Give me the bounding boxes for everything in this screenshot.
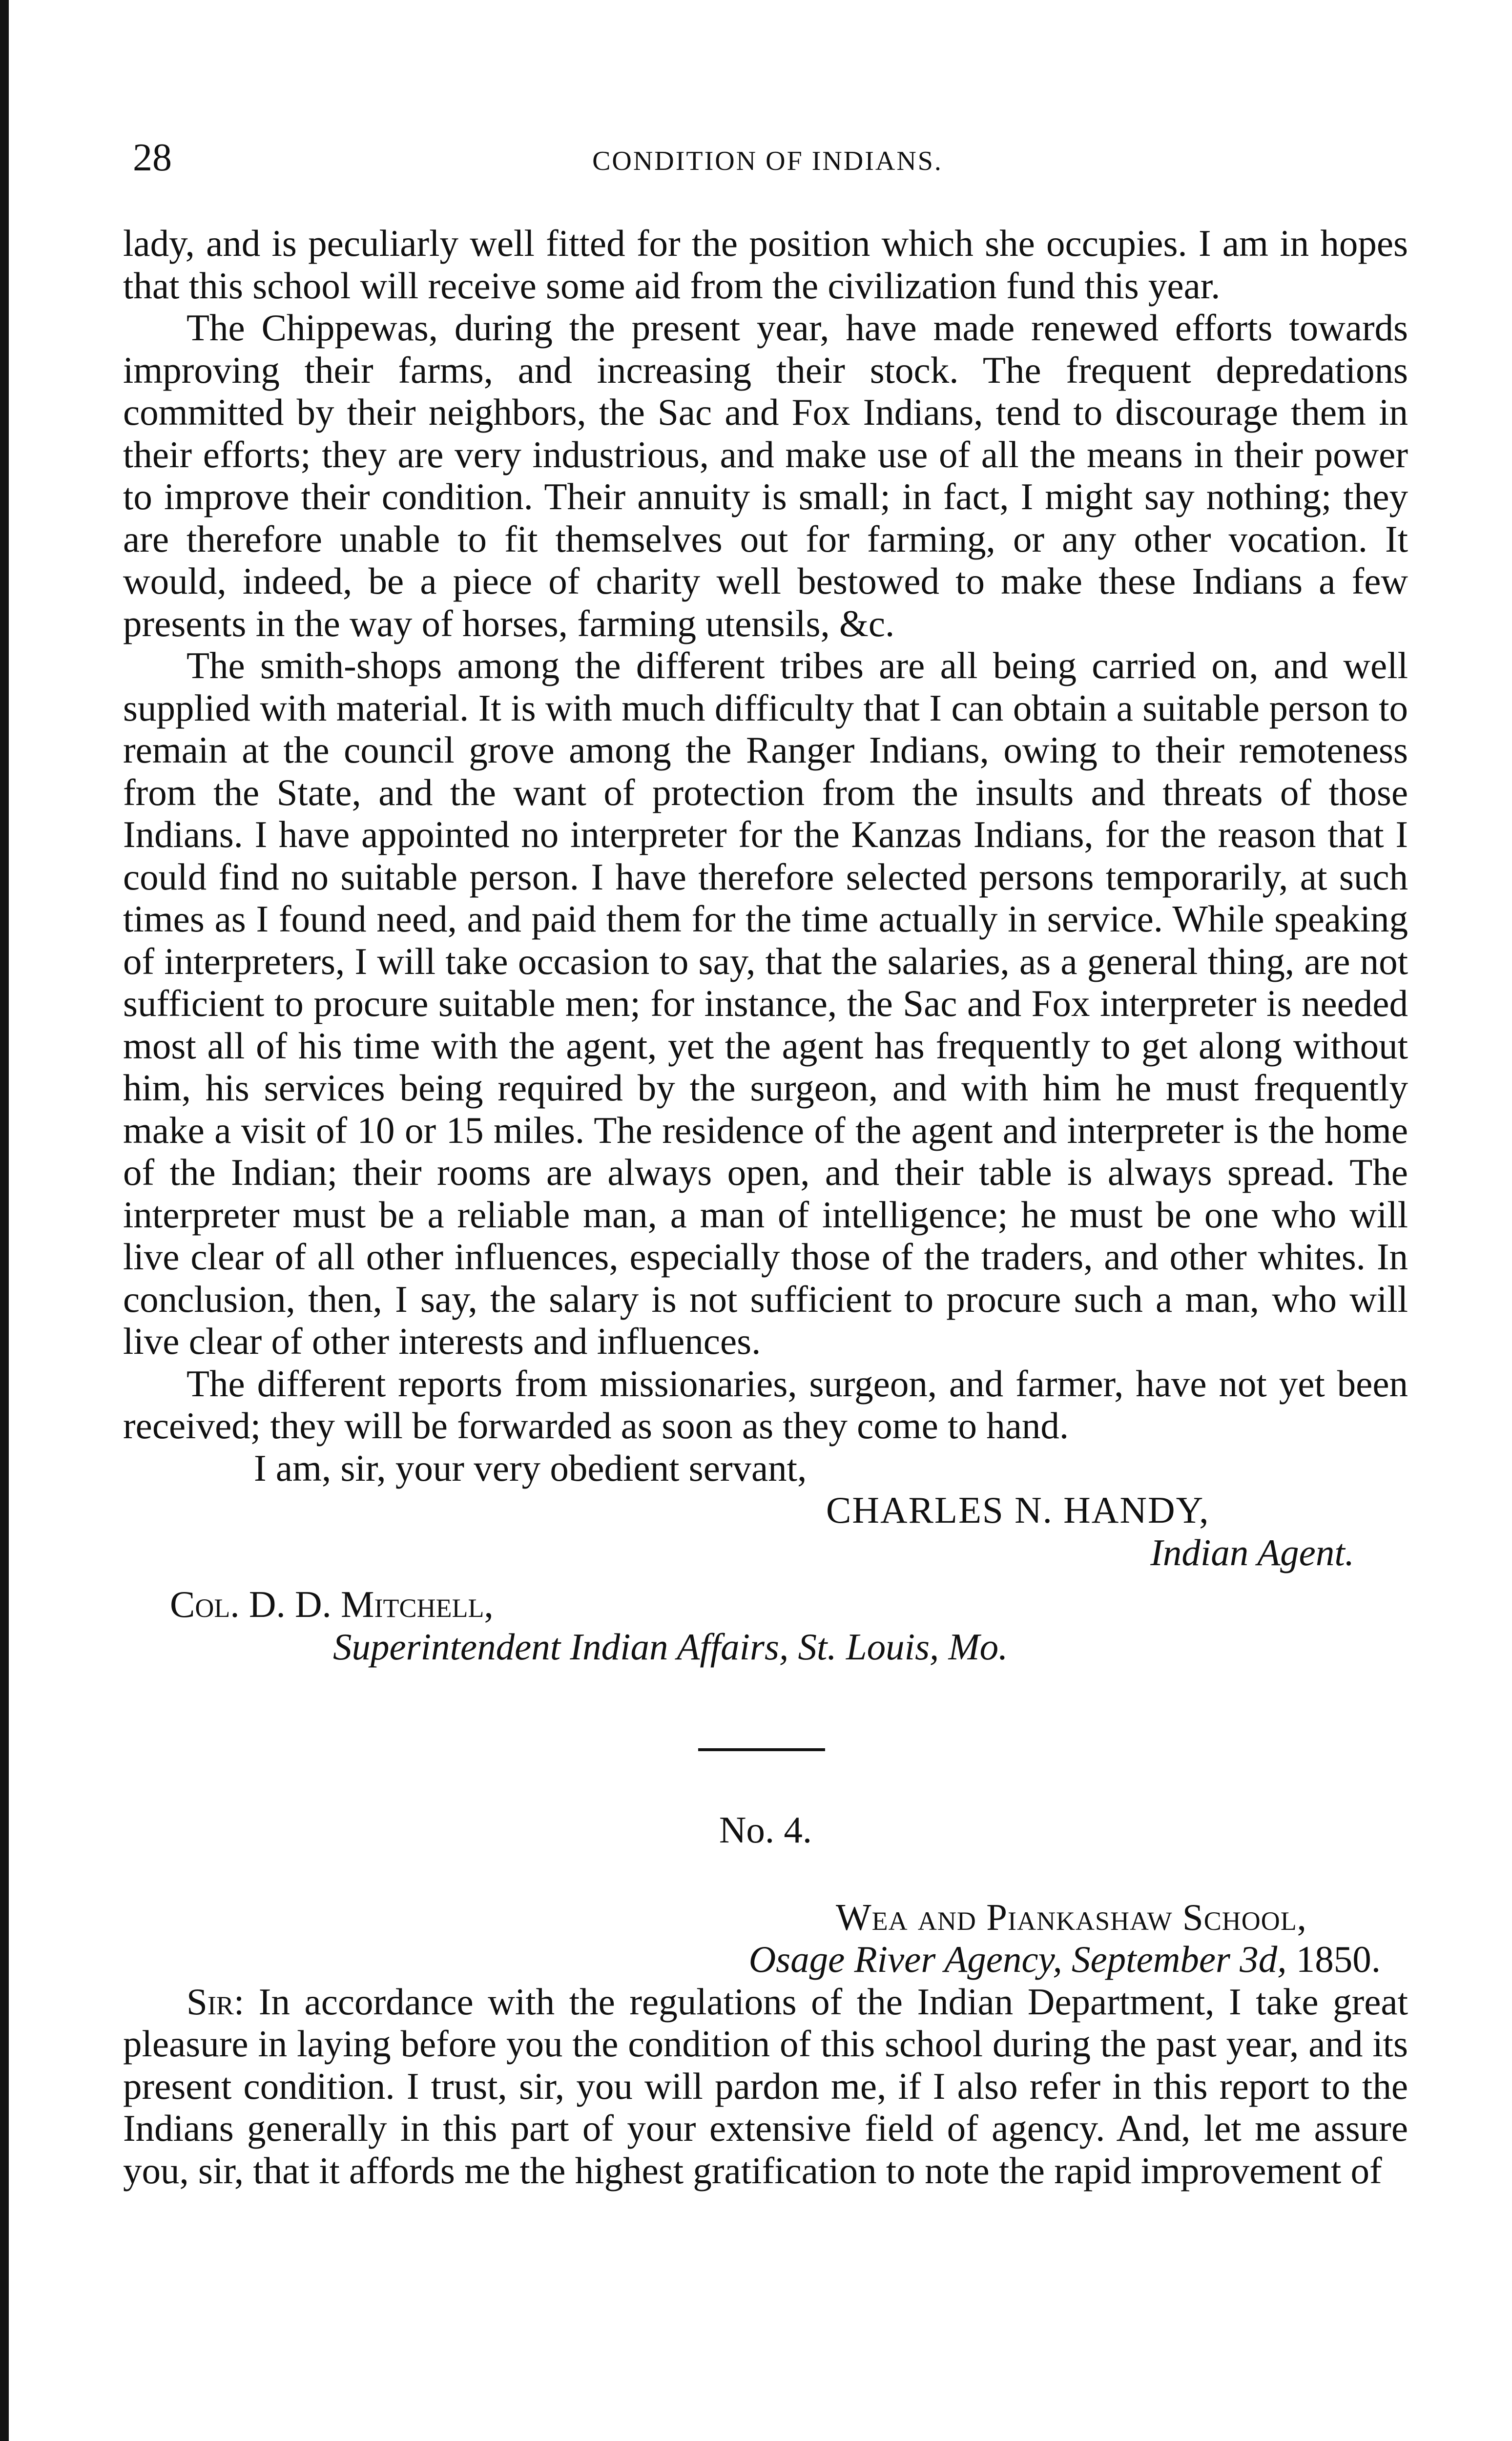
letter-heading-place: Osage River Agency, September 3d, bbox=[748, 1938, 1287, 1980]
paragraph-continued: lady, and is peculiarly well fitted for the position which she occupies. I am in hopes that this school will receive some aid from the civilization fund this year. bbox=[123, 222, 1408, 307]
document-number: No. 4. bbox=[719, 1809, 812, 1851]
letter-opening-text: : In accordance with the regulations of the Indian Department, I take great pleasure in laying before you the condition of this school during the past year, and its present condition. I trust, sir, you will pardon me, if I also refer in this report to the Indians generally in this part of your extensive field of agency. And, let me assure you, sir, that it affords me the highest gratification to note the rapid improvement of bbox=[123, 1980, 1408, 2192]
page-header bbox=[133, 131, 1402, 189]
page-number: 28 bbox=[133, 136, 172, 179]
paragraph-reports: The different reports from missionaries, surgeon, and farmer, have not yet been received; they will be forwarded as soon as they come to hand. bbox=[123, 1362, 1408, 1447]
letter-heading-place-date bbox=[123, 1938, 1408, 1981]
paragraph-smith-shops: The smith-shops among the different tribes are all being carried on, and well supplied with material. It is with much difficulty that I can obtain a suitable person to remain at the council grove among the Ranger Indians, owing to their remoteness from the State, and the want of protection from the insults and threats of those Indians. I have appointed no interpreter for the Kanzas Indians, for the reason that I could find no suitable person. I have therefore selected persons temporarily, at such times as I found need, and paid them for the time actually in service. While speaking of interpreters, I will take occasion to say, that the salaries, as a general thing, are not sufficient to procure suitable men; for instance, the Sac and Fox interpreter is needed most all of his time with the agent, yet the agent has frequently to get along without him, his services being required by the surgeon, and with him he must frequently make a visit of 10 or 15 miles. The residence of the agent and interpreter is the home of the Indian; their rooms are always open, and their table is always spread. The interpreter must be a reliable man, a man of intelligence; he must be one who will live clear of all other influences, especially those of the traders, and other whites. In conclusion, then, I say, the salary is not sufficient to procure such a man, who will live clear of other interests and influences. bbox=[123, 644, 1408, 1362]
addressee-name: Col. D. D. Mitchell, bbox=[170, 1583, 494, 1625]
letter-heading-school: Wea and Piankashaw School, bbox=[836, 1896, 1307, 1938]
section-divider-rule bbox=[698, 1748, 825, 1751]
signature-title: Indian Agent. bbox=[1150, 1531, 1354, 1573]
running-head: CONDITION OF INDIANS. bbox=[592, 146, 943, 176]
body-text bbox=[123, 222, 1408, 2192]
salutation: Sir bbox=[186, 1980, 234, 2023]
letter-opening-paragraph bbox=[123, 1981, 1408, 2192]
page-spine-shadow bbox=[0, 0, 9, 2441]
addressee-title: Superintendent Indian Affairs, St. Louis, Mo. bbox=[333, 1625, 1008, 1668]
paragraph-chippewas: The Chippewas, during the present year, have made renewed efforts towards improving their farms, and increasing their stock. The frequent depredations committed by their neighbors, the Sac and Fox Indians, tend to discourage them in their efforts; they are very industrious, and make use of all the means in their power to improve their condition. Their annuity is small; in fact, I might say nothing; they are therefore unable to fit themselves out for farming, or any other vocation. It would, indeed, be a piece of charity well bestowed to make these Indians a few presents in the way of horses, farming utensils, &c. bbox=[123, 307, 1408, 644]
letter-heading-year: 1850. bbox=[1286, 1938, 1381, 1980]
signature-name: CHARLES N. HANDY, bbox=[826, 1489, 1210, 1531]
letter-closing: I am, sir, your very obedient servant, bbox=[254, 1447, 807, 1489]
